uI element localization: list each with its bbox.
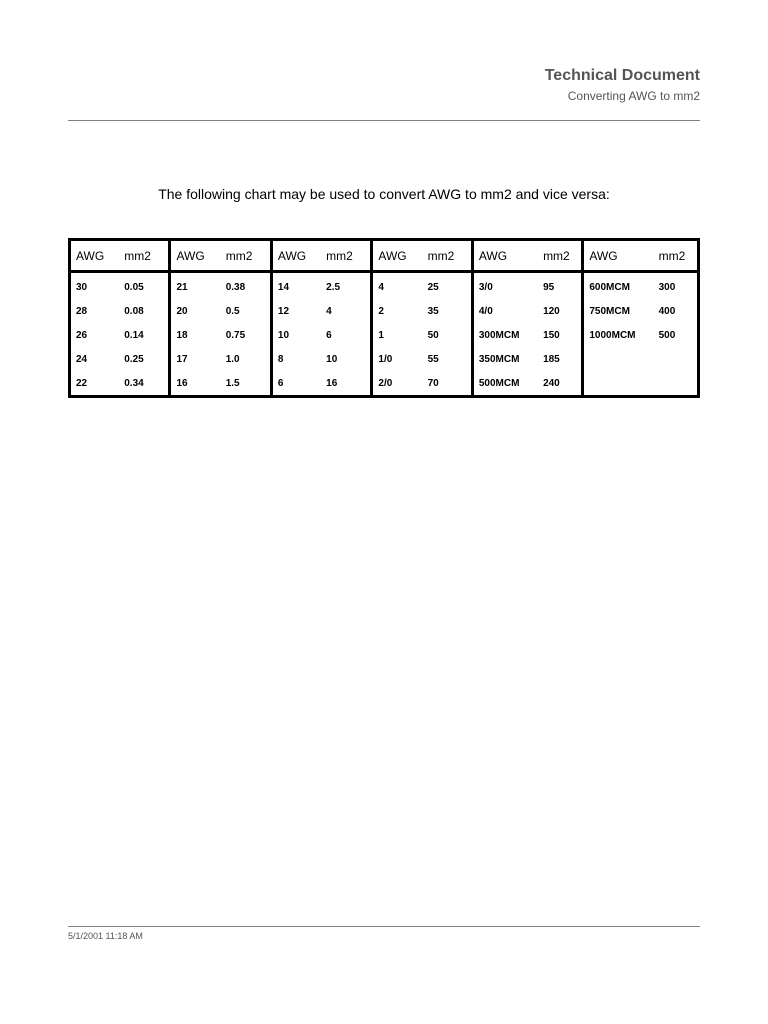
table-cell: 300 [658, 281, 676, 293]
table-cell: 500 [658, 329, 676, 341]
table-cell: 8 [277, 353, 284, 365]
table-cell: 0.5 [221, 299, 272, 323]
table-cell: 50 [423, 323, 473, 347]
table-cell: 20 [176, 305, 188, 317]
column-header: mm2 [423, 240, 473, 272]
table-cell: 26 [76, 329, 88, 341]
table-cell: 4/0 [478, 305, 493, 317]
table-cell: 185 [538, 347, 583, 371]
table-cell [583, 371, 654, 397]
table-cell: 0.05 [119, 272, 170, 300]
footer-divider [68, 926, 700, 927]
table-cell: 1.5 [221, 371, 272, 397]
table-cell: 400 [658, 305, 676, 317]
table-row [70, 272, 699, 300]
column-header: mm2 [654, 240, 699, 272]
table-cell: 0.34 [119, 371, 170, 397]
footer-timestamp: 5/1/2001 11:18 AM [68, 931, 143, 941]
table-cell: 240 [538, 371, 583, 397]
column-header: AWG [583, 240, 654, 272]
table-cell: 4 [321, 299, 372, 323]
table-row [70, 323, 699, 347]
table-cell: 6 [277, 377, 284, 389]
table-cell: 0.38 [221, 272, 272, 300]
table-cell: 120 [538, 299, 583, 323]
column-header: AWG [472, 240, 538, 272]
table-cell: 21 [176, 281, 188, 293]
column-header: AWG [372, 240, 423, 272]
column-header: mm2 [321, 240, 372, 272]
table-cell: 22 [76, 377, 88, 389]
table-cell: 1/0 [378, 353, 393, 365]
table-cell: 1.0 [221, 347, 272, 371]
table-cell: 14 [277, 281, 290, 293]
table-cell: 16 [321, 371, 372, 397]
table-cell: 0.75 [221, 323, 272, 347]
table-cell: 350MCM [478, 353, 520, 365]
table-cell: 2.5 [321, 272, 372, 300]
awg-conversion-table [68, 238, 700, 398]
document-subtitle: Converting AWG to mm2 [567, 89, 700, 103]
document-title: Technical Document [544, 67, 700, 84]
table-cell: 150 [538, 323, 583, 347]
table-cell: 1 [378, 329, 384, 341]
column-header: AWG [170, 240, 221, 272]
table-cell: 18 [176, 329, 188, 341]
table-cell: 28 [76, 305, 88, 317]
table-cell: 30 [76, 281, 88, 293]
table-cell: 6 [321, 323, 372, 347]
table-cell: 10 [277, 329, 290, 341]
table-cell: 300MCM [478, 329, 520, 341]
column-header: AWG [271, 240, 321, 272]
intro-text: The following chart may be used to convert AWG to mm2 and vice versa: [158, 186, 610, 202]
table-cell: 2 [378, 305, 384, 317]
table-cell: 25 [423, 272, 473, 300]
table-cell: 4 [378, 281, 384, 293]
table-cell: 0.25 [119, 347, 170, 371]
table-cell: 16 [176, 377, 188, 389]
table-cell: 10 [321, 347, 372, 371]
column-header: mm2 [538, 240, 583, 272]
table-cell [654, 347, 699, 371]
table-cell: 70 [423, 371, 473, 397]
table-cell: 500MCM [478, 377, 520, 389]
table-cell: 0.08 [119, 299, 170, 323]
table-cell: 55 [423, 347, 473, 371]
table-cell: 3/0 [478, 281, 493, 293]
table-row [70, 371, 699, 397]
table-header-row [70, 240, 699, 272]
table-cell: 600MCM [589, 281, 630, 293]
table-cell: 12 [277, 305, 290, 317]
table-cell [654, 371, 699, 397]
column-header: mm2 [119, 240, 170, 272]
table-cell: 2/0 [378, 377, 393, 389]
header-divider [68, 120, 700, 121]
document-header [545, 66, 700, 104]
table-cell: 35 [423, 299, 473, 323]
table-cell [583, 347, 654, 371]
table-cell: 0.14 [119, 323, 170, 347]
column-header: mm2 [221, 240, 272, 272]
column-header: AWG [70, 240, 120, 272]
table-cell: 24 [76, 353, 88, 365]
table-cell: 1000MCM [589, 329, 636, 341]
table-cell: 95 [538, 272, 583, 300]
table-row [70, 299, 699, 323]
table-cell: 750MCM [589, 305, 630, 317]
table-cell: 17 [176, 353, 188, 365]
table-row [70, 347, 699, 371]
